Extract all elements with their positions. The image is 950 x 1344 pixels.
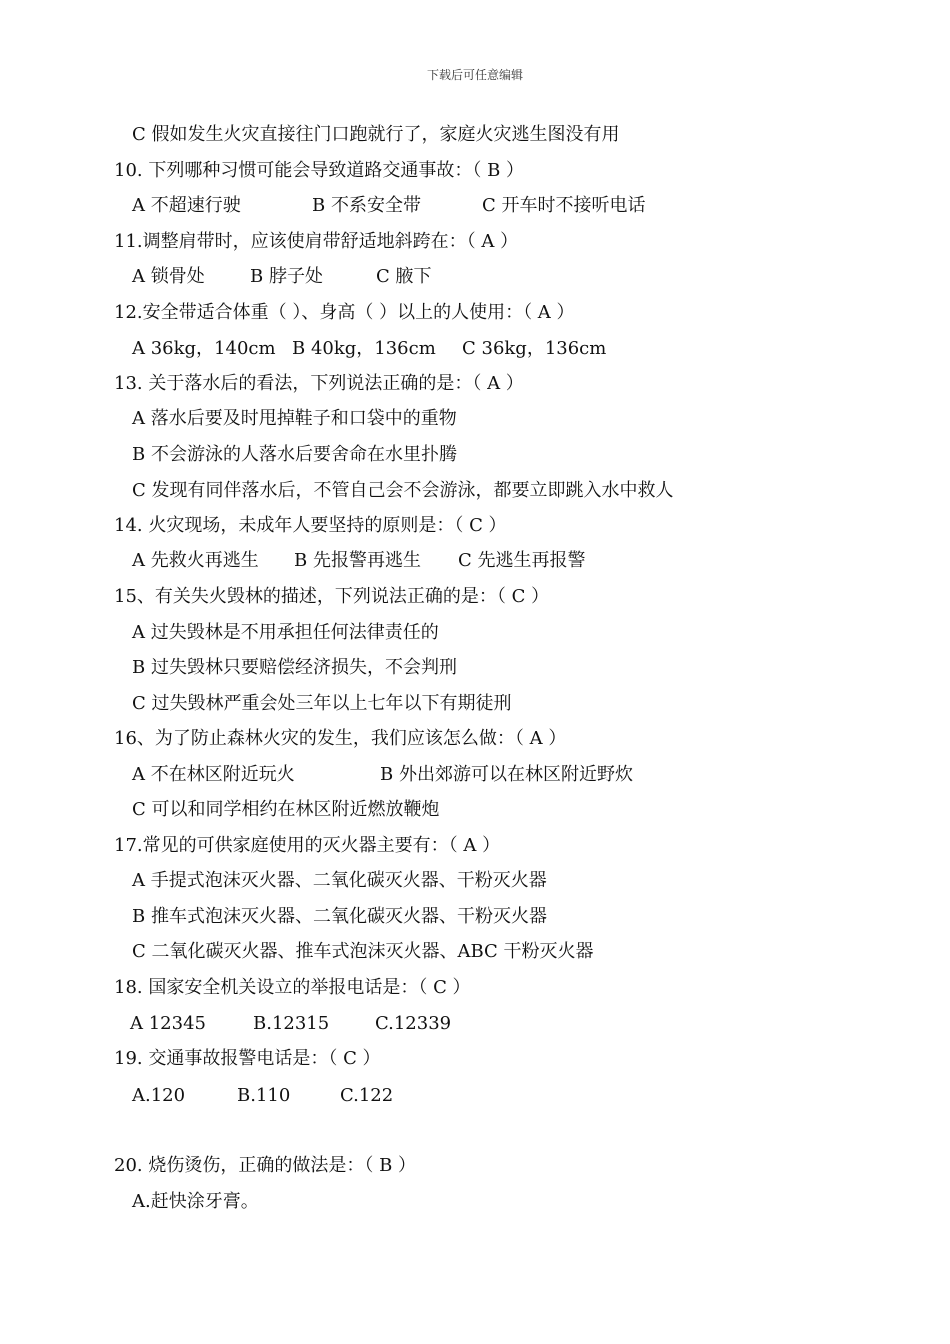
options-row-19 bbox=[0, 1085, 950, 1107]
options-row-14 bbox=[0, 550, 950, 572]
option-b: B 不系安全带 bbox=[312, 195, 421, 216]
option-c: C 开车时不接听电话 bbox=[482, 195, 646, 216]
question-18: 18. 国家安全机关设立的举报电话是：（ C ） bbox=[114, 977, 471, 998]
option-b: B 先报警再逃生 bbox=[294, 550, 421, 571]
question-11: 11.调整肩带时，应该使肩带舒适地斜跨在：（ A ） bbox=[114, 231, 519, 252]
question-20: 20. 烧伤烫伤，正确的做法是：（ B ） bbox=[114, 1155, 417, 1176]
question-10: 10. 下列哪种习惯可能会导致道路交通事故：（ B ） bbox=[114, 160, 525, 181]
question-14: 14. 火灾现场，未成年人要坚持的原则是：（ C ） bbox=[114, 515, 507, 536]
option-a: A 落水后要及时甩掉鞋子和口袋中的重物 bbox=[132, 408, 457, 429]
option-b: B 过失毁林只要赔偿经济损失，不会判刑 bbox=[132, 657, 457, 678]
question-15: 15、有关失火毁林的描述，下列说法正确的是：（ C ） bbox=[114, 586, 550, 607]
option-a: A.赶快涂牙膏。 bbox=[132, 1191, 259, 1212]
option-c: C 发现有同伴落水后，不管自己会不会游泳，都要立即跳入水中救人 bbox=[132, 480, 674, 501]
question-17: 17.常见的可供家庭使用的灭火器主要有：（ A ） bbox=[114, 835, 501, 856]
option-a: A 不在林区附近玩火 bbox=[132, 764, 295, 785]
question-12: 12.安全带适合体重（ ）、身高（ ）以上的人使用：（ A ） bbox=[114, 302, 575, 323]
options-row-18 bbox=[0, 1013, 950, 1035]
option-b: B.12315 bbox=[253, 1013, 330, 1034]
option-c: C 可以和同学相约在林区附近燃放鞭炮 bbox=[132, 799, 440, 820]
option-c: C.12339 bbox=[375, 1013, 452, 1034]
options-row-10 bbox=[0, 195, 950, 217]
options-row-16 bbox=[0, 764, 950, 786]
option-a: A 先救火再逃生 bbox=[132, 550, 259, 571]
question-19: 19. 交通事故报警电话是：（ C ） bbox=[114, 1048, 381, 1069]
option-b: B 40kg，136cm bbox=[292, 338, 436, 359]
option-line: C 假如发生火灾直接往门口跑就行了，家庭火灾逃生图没有用 bbox=[132, 124, 620, 145]
option-a: A.120 bbox=[132, 1085, 186, 1106]
option-b: B 推车式泡沫灭火器、二氧化碳灭火器、干粉灭火器 bbox=[132, 906, 547, 927]
option-a: A 过失毁林是不用承担任何法律责任的 bbox=[132, 622, 439, 643]
option-a: A 锁骨处 bbox=[132, 266, 205, 287]
option-a: A 36kg，140cm bbox=[132, 338, 276, 359]
option-a: A 12345 bbox=[130, 1013, 206, 1034]
option-c: C 先逃生再报警 bbox=[458, 550, 586, 571]
option-b: B.110 bbox=[237, 1085, 291, 1106]
option-b: B 脖子处 bbox=[250, 266, 323, 287]
page-header: 下载后可任意编辑 bbox=[426, 68, 523, 82]
option-b: B 不会游泳的人落水后要舍命在水里扑腾 bbox=[132, 444, 457, 465]
option-c: C 36kg，136cm bbox=[462, 338, 607, 359]
question-16: 16、为了防止森林火灾的发生，我们应该怎么做：（ A ） bbox=[114, 728, 567, 749]
option-a: A 不超速行驶 bbox=[132, 195, 241, 216]
option-c: C.122 bbox=[340, 1085, 394, 1106]
question-13: 13. 关于落水后的看法，下列说法正确的是：（ A ） bbox=[114, 373, 524, 394]
options-row-11 bbox=[0, 266, 950, 288]
option-c: C 过失毁林严重会处三年以上七年以下有期徒刑 bbox=[132, 693, 512, 714]
option-c: C 腋下 bbox=[376, 266, 432, 287]
option-c: C 二氧化碳灭火器、推车式泡沫灭火器、ABC 干粉灭火器 bbox=[132, 941, 594, 962]
option-a: A 手提式泡沫灭火器、二氧化碳灭火器、干粉灭火器 bbox=[132, 870, 547, 891]
options-row-12 bbox=[0, 338, 950, 360]
option-b: B 外出郊游可以在林区附近野炊 bbox=[380, 764, 633, 785]
